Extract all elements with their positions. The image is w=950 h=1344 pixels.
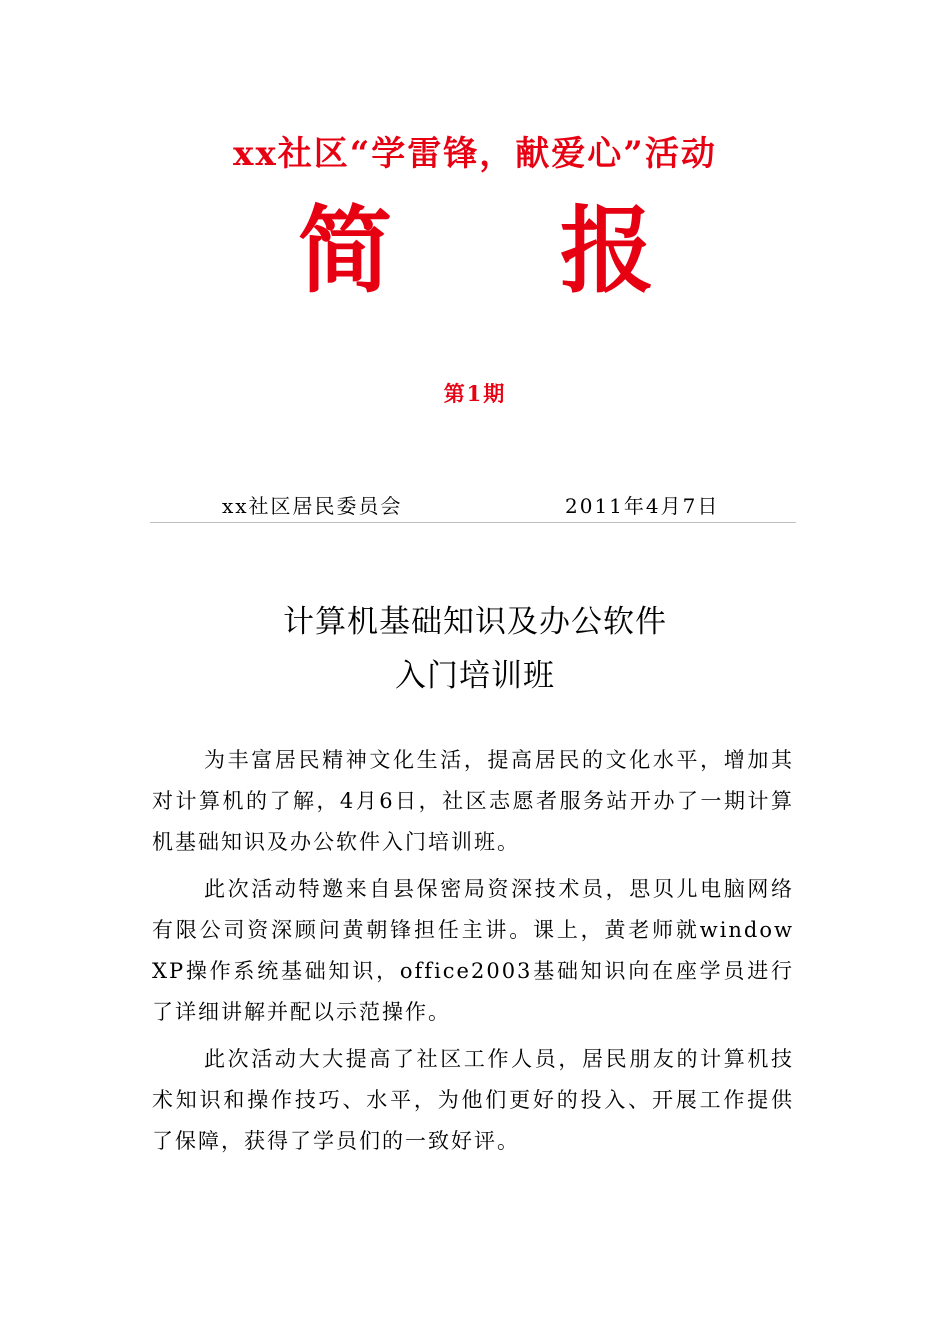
bulletin-title-char-1: 简 (298, 196, 393, 306)
article-title-line-2: 入门培训班 (395, 658, 555, 694)
issue-number: 第1期 (443, 381, 507, 406)
publisher-organization: xx社区居民委员会 (222, 494, 403, 518)
header-divider (150, 522, 796, 523)
article-paragraph-1: 为丰富居民精神文化生活，提高居民的文化水平，增加其对计算机的了解，4月6日，社区志愿者服务站开办了一期计算机基础知识及办公软件入门培训班。 (152, 748, 794, 854)
bulletin-title-char-2: 报 (560, 196, 655, 306)
bulletin-header-title: xx社区“学雷锋，献爱心”活动 (233, 134, 717, 174)
article-paragraph-3: 此次活动大大提高了社区工作人员，居民朋友的计算机技术知识和操作技巧、水平，为他们更好的投入、开展工作提供了保障，获得了学员们的一致好评。 (152, 1047, 794, 1153)
publish-date: 2011年4月7日 (565, 494, 720, 518)
article-title-line-1: 计算机基础知识及办公软件 (283, 604, 667, 640)
article-paragraph-2: 此次活动特邀来自县保密局资深技术员，思贝儿电脑网络有限公司资深顾问黄朝锋担任主讲。课上，黄老师就window XP操作系统基础知识，office2003基础知识向在座学员进行了详细讲解并配以示范操作。 (152, 877, 794, 1024)
article-body (152, 740, 794, 1168)
